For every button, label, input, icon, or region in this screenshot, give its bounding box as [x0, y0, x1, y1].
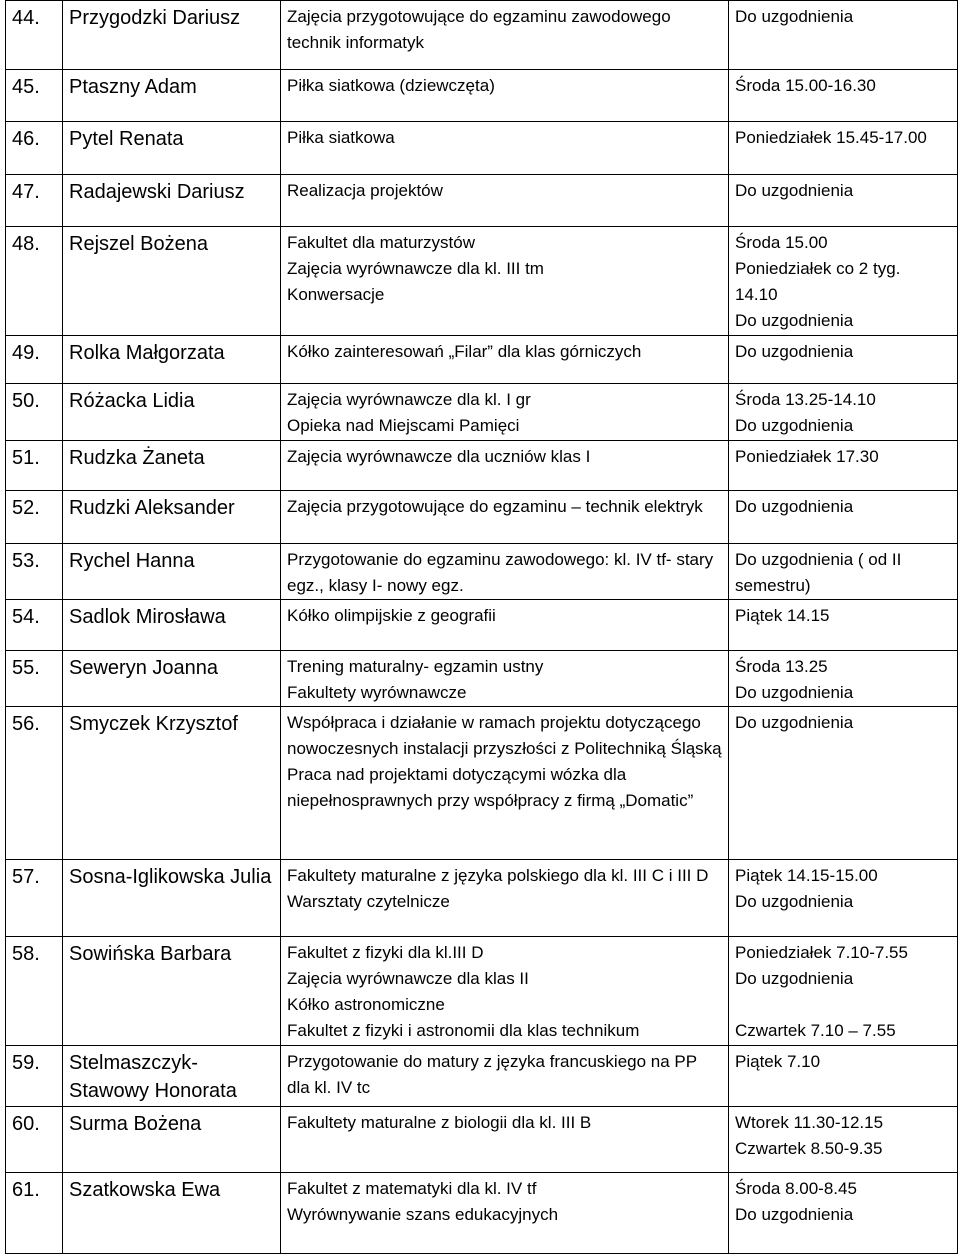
row-number: 56.	[6, 707, 63, 860]
time-cell	[729, 937, 958, 1046]
teacher-name	[63, 174, 281, 226]
row-number: 60.	[6, 1106, 63, 1173]
table-row	[6, 543, 958, 599]
table-row	[6, 600, 958, 650]
table-row	[6, 1106, 958, 1173]
activity-cell	[281, 937, 729, 1046]
activity-cell	[281, 707, 729, 860]
teacher-name-line: Ptaszny Adam	[69, 75, 197, 98]
teacher-name-line: Pytel Renata	[69, 128, 184, 151]
table-row	[6, 937, 958, 1046]
row-number: 53.	[6, 543, 63, 599]
activity-cell-line: Praca nad projektami dotyczącymi wózka dla niepełnosprawnych przy współpracy z firmą „Domatic”	[287, 765, 694, 811]
teacher-name-line: Szatkowska Ewa	[69, 1179, 221, 1202]
time-cell	[729, 69, 958, 121]
row-number: 49.	[6, 335, 63, 383]
table-row	[6, 707, 958, 860]
activity-cell-line: Zajęcia wyrównawcze dla klas II	[287, 969, 529, 989]
teacher-name	[63, 335, 281, 383]
activity-cell-line: Piłka siatkowa (dziewczęta)	[287, 75, 495, 95]
activity-cell	[281, 1173, 729, 1254]
activity-cell-line: Kółko olimpijskie z geografii	[287, 606, 496, 626]
activity-cell-line: Piłka siatkowa	[287, 128, 395, 148]
teacher-name-line: Sowińska Barbara	[69, 943, 232, 966]
time-cell-line: Do uzgodnienia	[735, 969, 854, 989]
time-cell	[729, 440, 958, 490]
time-cell-line: Do uzgodnienia	[735, 1205, 854, 1225]
teacher-name-line: Rejszel Bożena	[69, 232, 208, 255]
teacher-name-line: Surma Bożena	[69, 1112, 202, 1135]
row-number: 48.	[6, 226, 63, 335]
activity-cell-line: Współpraca i działanie w ramach projektu dotyczącego nowoczesnych instalacji przyszłości z Politechniką Śląską	[287, 713, 722, 759]
time-cell	[729, 1173, 958, 1254]
activity-cell	[281, 860, 729, 937]
activity-cell	[281, 335, 729, 383]
activity-cell	[281, 1046, 729, 1107]
time-cell	[729, 335, 958, 383]
activity-cell-line: Przygotowanie do matury z języka francuskiego na PP dla kl. IV tc	[287, 1052, 697, 1098]
activity-cell-line: Warsztaty czytelnicze	[287, 892, 450, 912]
teacher-name	[63, 1046, 281, 1107]
activity-cell	[281, 69, 729, 121]
teacher-name	[63, 937, 281, 1046]
time-cell-line: Środa 13.25	[735, 656, 828, 676]
teacher-name	[63, 860, 281, 937]
teacher-name	[63, 440, 281, 490]
activity-cell-line: Zajęcia przygotowujące do egzaminu zawodowego technik informatyk	[287, 7, 671, 52]
activity-cell-line: Zajęcia wyrównawcze dla kl. III tm	[287, 258, 544, 278]
activity-cell-line: Fakultety maturalne z biologii dla kl. III B	[287, 1112, 592, 1132]
activity-cell-line: Zajęcia wyrównawcze dla kl. I gr	[287, 390, 531, 410]
time-cell-line: Do uzgodnienia	[735, 713, 854, 733]
table-row	[6, 491, 958, 543]
activity-cell-line: Fakultety maturalne z języka polskiego dla kl. III C i III D	[287, 866, 709, 886]
row-number: 46.	[6, 122, 63, 174]
activity-cell-line: Przygotowanie do egzaminu zawodowego: kl. IV tf- stary egz., klasy I- nowy egz.	[287, 549, 714, 595]
time-cell-line: Czwartek 8.50-9.35	[735, 1138, 883, 1158]
activity-cell-line: Kółko astronomiczne	[287, 995, 445, 1015]
time-cell-line: Do uzgodnienia	[735, 416, 854, 436]
time-cell	[729, 1106, 958, 1173]
activity-cell	[281, 226, 729, 335]
activity-cell	[281, 174, 729, 226]
time-cell-line: Poniedziałek 15.45-17.00	[735, 128, 927, 148]
table-row	[6, 174, 958, 226]
time-cell-line: Piątek 14.15	[735, 606, 830, 626]
time-cell-line: Do uzgodnienia	[735, 7, 854, 26]
row-number: 54.	[6, 600, 63, 650]
teacher-name	[63, 69, 281, 121]
time-cell-line: Poniedziałek 17.30	[735, 446, 879, 466]
teacher-name-line: Różacka Lidia	[69, 390, 195, 413]
time-cell-line: Do uzgodnienia	[735, 892, 854, 912]
activity-cell-line: Zajęcia wyrównawcze dla uczniów klas I	[287, 446, 591, 466]
teacher-name-line: Przygodzki Dariusz	[69, 7, 241, 29]
time-cell	[729, 122, 958, 174]
teacher-name-line: Sadlok Mirosława	[69, 606, 226, 629]
activity-cell	[281, 543, 729, 599]
table-row	[6, 335, 958, 383]
time-cell	[729, 600, 958, 650]
row-number: 61.	[6, 1173, 63, 1254]
time-cell-line: Piątek 7.10	[735, 1052, 821, 1072]
time-cell-line: Piątek 14.15-15.00	[735, 866, 878, 886]
time-cell-line: Do uzgodnienia	[735, 682, 854, 702]
time-cell-line	[735, 992, 951, 1018]
teacher-name-line: Stelmaszczyk-	[69, 1052, 198, 1075]
row-number: 50.	[6, 384, 63, 440]
row-number: 59.	[6, 1046, 63, 1107]
teacher-name-line: Stawowy Honorata	[69, 1080, 237, 1103]
teacher-name-line: Rudzka Żaneta	[69, 446, 205, 469]
row-number: 51.	[6, 440, 63, 490]
activity-cell-line: Zajęcia przygotowujące do egzaminu – technik elektryk	[287, 497, 703, 517]
table-row	[6, 69, 958, 121]
activity-cell	[281, 491, 729, 543]
time-cell	[729, 384, 958, 440]
teacher-name-line: Radajewski Dariusz	[69, 180, 245, 203]
schedule-table-body	[6, 1, 958, 1254]
activity-cell-line: Fakultet dla maturzystów	[287, 232, 476, 252]
teacher-name-line: Rychel Hanna	[69, 549, 195, 572]
time-cell	[729, 226, 958, 335]
teacher-name-line: Rolka Małgorzata	[69, 341, 225, 364]
row-number: 55.	[6, 650, 63, 706]
time-cell-line: Wtorek 11.30-12.15	[735, 1112, 884, 1132]
teacher-name	[63, 1173, 281, 1254]
row-number: 44.	[6, 1, 63, 70]
activity-cell	[281, 440, 729, 490]
time-cell-line: Środa 15.00	[735, 232, 828, 252]
teacher-name-line: Smyczek Krzysztof	[69, 713, 238, 736]
schedule-table	[5, 0, 958, 1254]
activity-cell-line: Kółko zainteresowań „Filar” dla klas górniczych	[287, 341, 642, 361]
time-cell	[729, 491, 958, 543]
time-cell-line: Środa 13.25-14.10	[735, 390, 876, 410]
time-cell-line: Do uzgodnienia	[735, 310, 854, 330]
teacher-name	[63, 650, 281, 706]
time-cell	[729, 1046, 958, 1107]
activity-cell-line: Fakultet z fizyki dla kl.III D	[287, 943, 484, 963]
time-cell	[729, 1, 958, 70]
teacher-name	[63, 384, 281, 440]
time-cell	[729, 174, 958, 226]
teacher-name	[63, 226, 281, 335]
time-cell-line: Do uzgodnienia	[735, 497, 854, 517]
time-cell-line: Środa 15.00-16.30	[735, 75, 876, 95]
activity-cell-line: Trening maturalny- egzamin ustny	[287, 656, 544, 676]
time-cell	[729, 860, 958, 937]
time-cell	[729, 650, 958, 706]
teacher-name	[63, 543, 281, 599]
activity-cell	[281, 1, 729, 70]
teacher-name-line: Seweryn Joanna	[69, 656, 218, 679]
teacher-name	[63, 491, 281, 543]
activity-cell	[281, 650, 729, 706]
time-cell	[729, 543, 958, 599]
table-row	[6, 1046, 958, 1107]
activity-cell	[281, 384, 729, 440]
time-cell-line: Do uzgodnienia	[735, 341, 854, 361]
table-row	[6, 122, 958, 174]
activity-cell-line: Fakultet z matematyki dla kl. IV tf	[287, 1179, 537, 1199]
activity-cell	[281, 1106, 729, 1173]
activity-cell	[281, 122, 729, 174]
time-cell-line: 14.10	[735, 284, 778, 304]
row-number: 57.	[6, 860, 63, 937]
activity-cell-line: Fakultety wyrównawcze	[287, 682, 467, 702]
time-cell-line: Środa 8.00-8.45	[735, 1179, 857, 1199]
activity-cell-line: Fakultet z fizyki i astronomii dla klas technikum	[287, 1021, 640, 1041]
teacher-name-line: Sosna-Iglikowska Julia	[69, 866, 272, 889]
time-cell-line: Poniedziałek co 2 tyg.	[735, 258, 901, 278]
teacher-name	[63, 707, 281, 860]
activity-cell	[281, 600, 729, 650]
teacher-name-line: Rudzki Aleksander	[69, 497, 235, 520]
time-cell-line: Czwartek 7.10 – 7.55	[735, 1021, 896, 1041]
activity-cell-line: Realizacja projektów	[287, 180, 443, 200]
activity-cell-line: Wyrównywanie szans edukacyjnych	[287, 1205, 559, 1225]
teacher-name	[63, 600, 281, 650]
time-cell-line: Do uzgodnienia ( od II semestru)	[735, 549, 902, 595]
table-row	[6, 384, 958, 440]
row-number: 45.	[6, 69, 63, 121]
teacher-name	[63, 1, 281, 70]
time-cell-line: Poniedziałek 7.10-7.55	[735, 943, 908, 963]
activity-cell-line: Konwersacje	[287, 284, 385, 304]
table-row	[6, 860, 958, 937]
table-row	[6, 1173, 958, 1254]
time-cell-line: Do uzgodnienia	[735, 180, 854, 200]
teacher-name	[63, 122, 281, 174]
time-cell	[729, 707, 958, 860]
table-row	[6, 440, 958, 490]
row-number: 47.	[6, 174, 63, 226]
row-number: 52.	[6, 491, 63, 543]
table-row	[6, 1, 958, 70]
activity-cell-line: Opieka nad Miejscami Pamięci	[287, 416, 520, 436]
table-row	[6, 226, 958, 335]
table-row	[6, 650, 958, 706]
row-number: 58.	[6, 937, 63, 1046]
teacher-name	[63, 1106, 281, 1173]
